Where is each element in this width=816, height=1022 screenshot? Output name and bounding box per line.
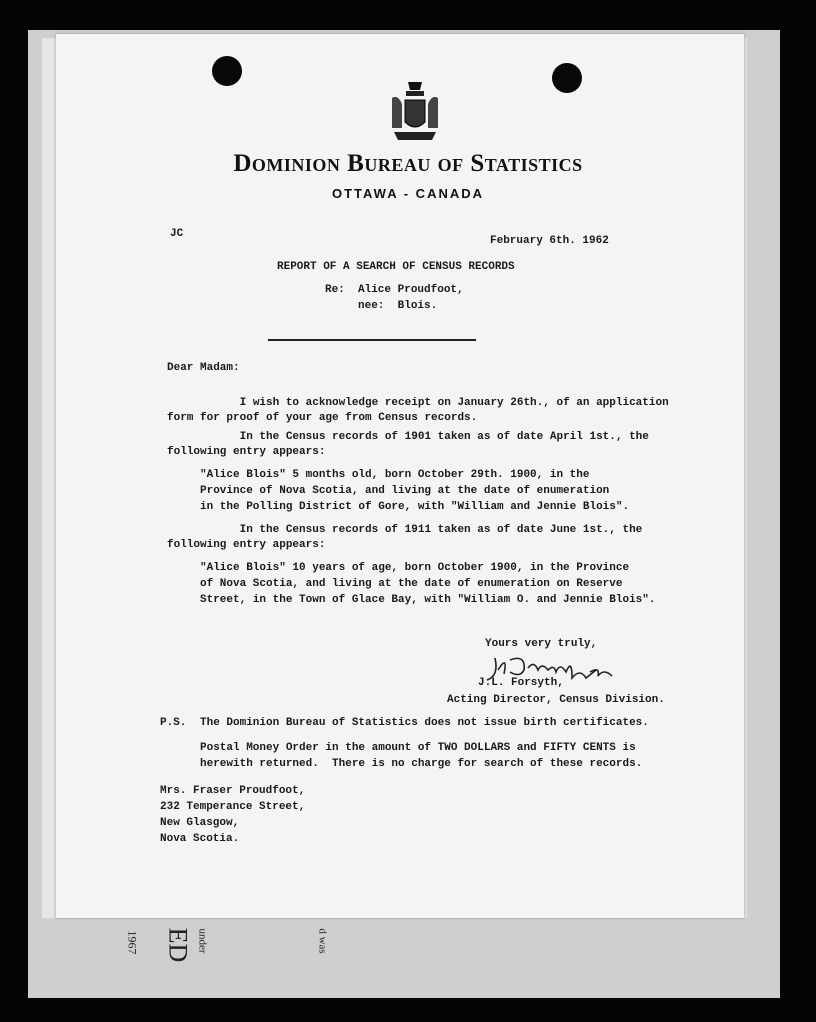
census-1901-entry: "Alice Blois" 5 months old, born October 29th. 1900, in the bbox=[200, 469, 590, 481]
census-1901-entry: Province of Nova Scotia, and living at the date of enumeration bbox=[200, 485, 610, 497]
ps-text: The Dominion Bureau of Statistics does not issue birth certificates. bbox=[200, 717, 649, 729]
underlay-stamp: ED bbox=[163, 927, 193, 963]
ps-note: herewith returned. There is no charge for search of these records. bbox=[200, 758, 643, 770]
underlay-year: 1967 bbox=[125, 930, 140, 955]
census-1911-entry: of Nova Scotia, and living at the date of enumeration on Reserve bbox=[200, 578, 623, 590]
ps-note: Postal Money Order in the amount of TWO DOLLARS and FIFTY CENTS is bbox=[200, 742, 636, 754]
paragraph-3-line: In the Census records of 1911 taken as of date June 1st., the bbox=[167, 524, 643, 536]
salutation: Dear Madam: bbox=[167, 362, 240, 374]
paragraph-1-line: form for proof of your age from Census records. bbox=[167, 412, 478, 424]
underlay-word: under bbox=[196, 928, 209, 954]
address-line: Nova Scotia. bbox=[160, 833, 240, 845]
census-1911-entry: "Alice Blois" 10 years of age, born October 1900, in the Province bbox=[200, 562, 630, 574]
signer-name: J.L. Forsyth, bbox=[478, 677, 564, 689]
address-line: Mrs. Fraser Proudfoot, bbox=[160, 785, 306, 797]
paragraph-2-line: In the Census records of 1901 taken as of date April 1st., the bbox=[167, 431, 649, 443]
initials: JC bbox=[170, 228, 184, 240]
signer-title: Acting Director, Census Division. bbox=[447, 694, 665, 706]
letter-date: February 6th. 1962 bbox=[490, 235, 609, 247]
punch-hole bbox=[552, 63, 582, 93]
divider bbox=[268, 339, 476, 341]
coat-of-arms-icon bbox=[388, 78, 442, 148]
census-1911-entry: Street, in the Town of Glace Bay, with "William O. and Jennie Blois". bbox=[200, 594, 656, 606]
address-line: 232 Temperance Street, bbox=[160, 801, 306, 813]
paragraph-3-line: following entry appears: bbox=[167, 539, 326, 551]
punch-hole bbox=[212, 56, 242, 86]
address-line: New Glasgow, bbox=[160, 817, 240, 829]
closing: Yours very truly, bbox=[485, 638, 598, 650]
letterhead-title: Dominion Bureau of Statistics bbox=[233, 150, 583, 177]
paragraph-2-line: following entry appears: bbox=[167, 446, 326, 458]
paragraph-1-line: I wish to acknowledge receipt on January 26th., of an application bbox=[167, 397, 669, 409]
report-heading: REPORT OF A SEARCH OF CENSUS RECORDS bbox=[277, 261, 515, 273]
nee-line: nee: Blois. bbox=[325, 300, 438, 312]
letterhead-location: OTTAWA - CANADA bbox=[331, 186, 485, 201]
underlay-word: d was bbox=[316, 928, 329, 954]
census-1901-entry: in the Polling District of Gore, with "William and Jennie Blois". bbox=[200, 501, 630, 513]
ps-label: P.S. bbox=[160, 717, 187, 729]
re-line: Re: Alice Proudfoot, bbox=[325, 284, 464, 296]
